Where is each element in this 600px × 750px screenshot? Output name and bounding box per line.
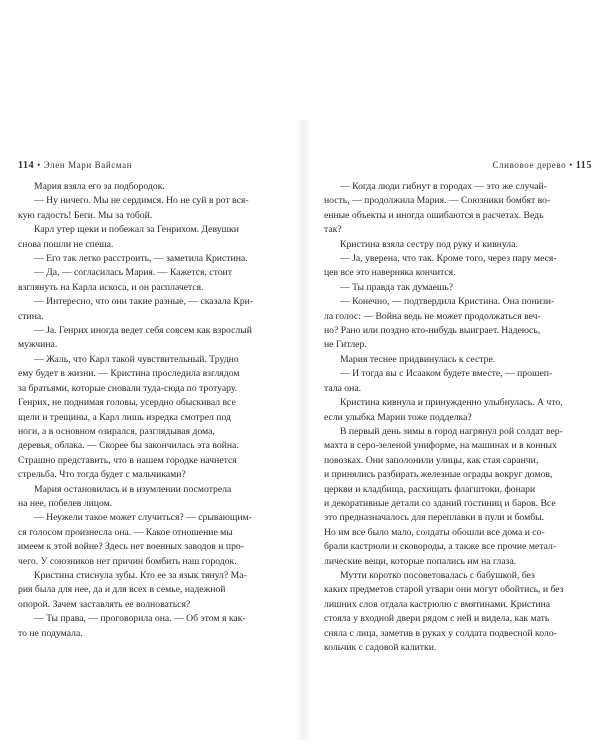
paragraph: — И тогда вы с Исааком будете вместе, — прошеп- тала она.	[324, 368, 553, 394]
right-header-separator: •	[569, 160, 573, 170]
paragraph: Кристина стиснула зубы. Кто ее за язык тянул? Ма- рия была для нее, да и для всех в семье, надежной опорой. Зачем заставлять ее волноваться?	[18, 569, 247, 610]
paragraph: — Ну ничего. Мы не сердимся. Но не суй в рот вся- кую гадость! Беги. Мы за тобой.	[18, 195, 249, 221]
paragraph: Карл утер щеки и побежал за Генрихом. Девушки снова пошли не спеша.	[18, 224, 239, 250]
paragraph: — Ты правда так думаешь?	[340, 281, 454, 293]
left-page-body	[18, 180, 284, 641]
paragraph: — Неужели такое может случиться? — срывающим- ся голосом произнесла она. — Какое отношение мы имеем к этой войне? Здесь нет военных заводов и про- чего. У союзников нет причин бомбить наш городок.	[18, 512, 252, 567]
book-fold-shadow	[296, 120, 310, 740]
left-page-header	[18, 160, 284, 174]
paragraph: — Жаль, что Карл такой чувствительный. Трудно ему будет в жизни. — Кристина проследила взглядом за братьями, которые сновали туда-сюда по тротуару. Генрих, не поднимая головы, усердно обыскивал все щели и трещины, а Карл лишь изредка смотрел под ноги, а в основном озирался, разглядывая дома, деревья, облака. — Скорее бы закончилась эта война. Страшно представить, что в нашем городке начнется стрельба. Что тогда будет с мальчиками?	[18, 353, 240, 481]
right-page-header	[324, 160, 592, 174]
paragraph: — Да, — согласилась Мария. — Кажется, стоит взглянуть на Карла искоса, и он расплачется.	[18, 267, 232, 293]
paragraph: Мария взяла его за подбородок.	[34, 181, 165, 192]
paragraph: — Ja. Генрих иногда ведет себя совсем как взрослый мужчина.	[18, 325, 252, 351]
paragraph: В первый день зимы в город нагрянул рой солдат вер- махта в серо-зеленой униформе, на машинах и в конных повозках. Они заполонили улицы, как стая саранчи, и принялись разбирать железные ограды вокруг домов, церкви и кладбища, расхищать флагштоки, фонари и декоративные детали со зданий гостиниц и баров. Все это предназначалось для переплавки в пули и бомбы. Но им все было мало, солдаты обошли все дома и со- брали кастрюли и сковороды, а также все прочие метал- лические вещи, которые попались им на глаза.	[324, 425, 563, 567]
right-page-number: 115	[575, 160, 592, 171]
left-page-number: 114	[18, 160, 35, 171]
paragraph: Мария остановилась и в изумлении посмотрела на нее, побелев лицом.	[18, 483, 232, 509]
paragraph: Кристина кивнула и принужденно улыбнулась. А что, если улыбка Марии тоже подделка?	[324, 397, 563, 423]
paragraph: Кристина взяла сестру под руку и кивнула.	[340, 238, 518, 250]
paragraph: — Его так легко расстроить, — заметила Кристина.	[34, 253, 248, 265]
left-header-separator: •	[37, 160, 41, 170]
paragraph: — Интересно, что они такие разные, — сказала Кри- стина.	[18, 296, 254, 322]
right-running-head: Сливовое дерево	[492, 160, 567, 170]
paragraph: — Когда люди гибнут в городах — это же случай- ность, — продолжила Мария. — Союзники бомбят во- енные объекты и иногда ошибаются в расчетах. Ведь так?	[324, 181, 551, 236]
paragraph: — Ja, уверена, что так. Кроме того, через пару меся- цев все это наверняка кончится.	[324, 253, 557, 279]
paragraph: — Ты права, — проговорила она. — Об этом я как- то не подумала.	[18, 613, 246, 639]
right-page-body	[324, 180, 592, 655]
left-running-head: Элен Мари Вайсман	[43, 160, 133, 170]
paragraph: Мутти коротко посоветовалась с бабушкой, без каких предметов старой утвари они могут обойтись, и без лишних слов отдала кастрюлю с вмятинами. Кристина стояла у входной двери рядом с ней и видела, как мать сняла с лица, заметив в руках у солдата подвесной коло- кольчик с садовой калитки.	[324, 569, 564, 653]
paragraph: — Конечно, — подтвердила Кристина. Она понизи- ла голос: — Война ведь не может продолжаться веч- но? Рано или поздно кто-нибудь выиграет. Надеюсь, не Гитлер.	[324, 296, 555, 351]
right-page	[324, 160, 592, 655]
left-page	[18, 160, 284, 641]
paragraph: Мария теснее придвинулась к сестре.	[340, 353, 496, 365]
